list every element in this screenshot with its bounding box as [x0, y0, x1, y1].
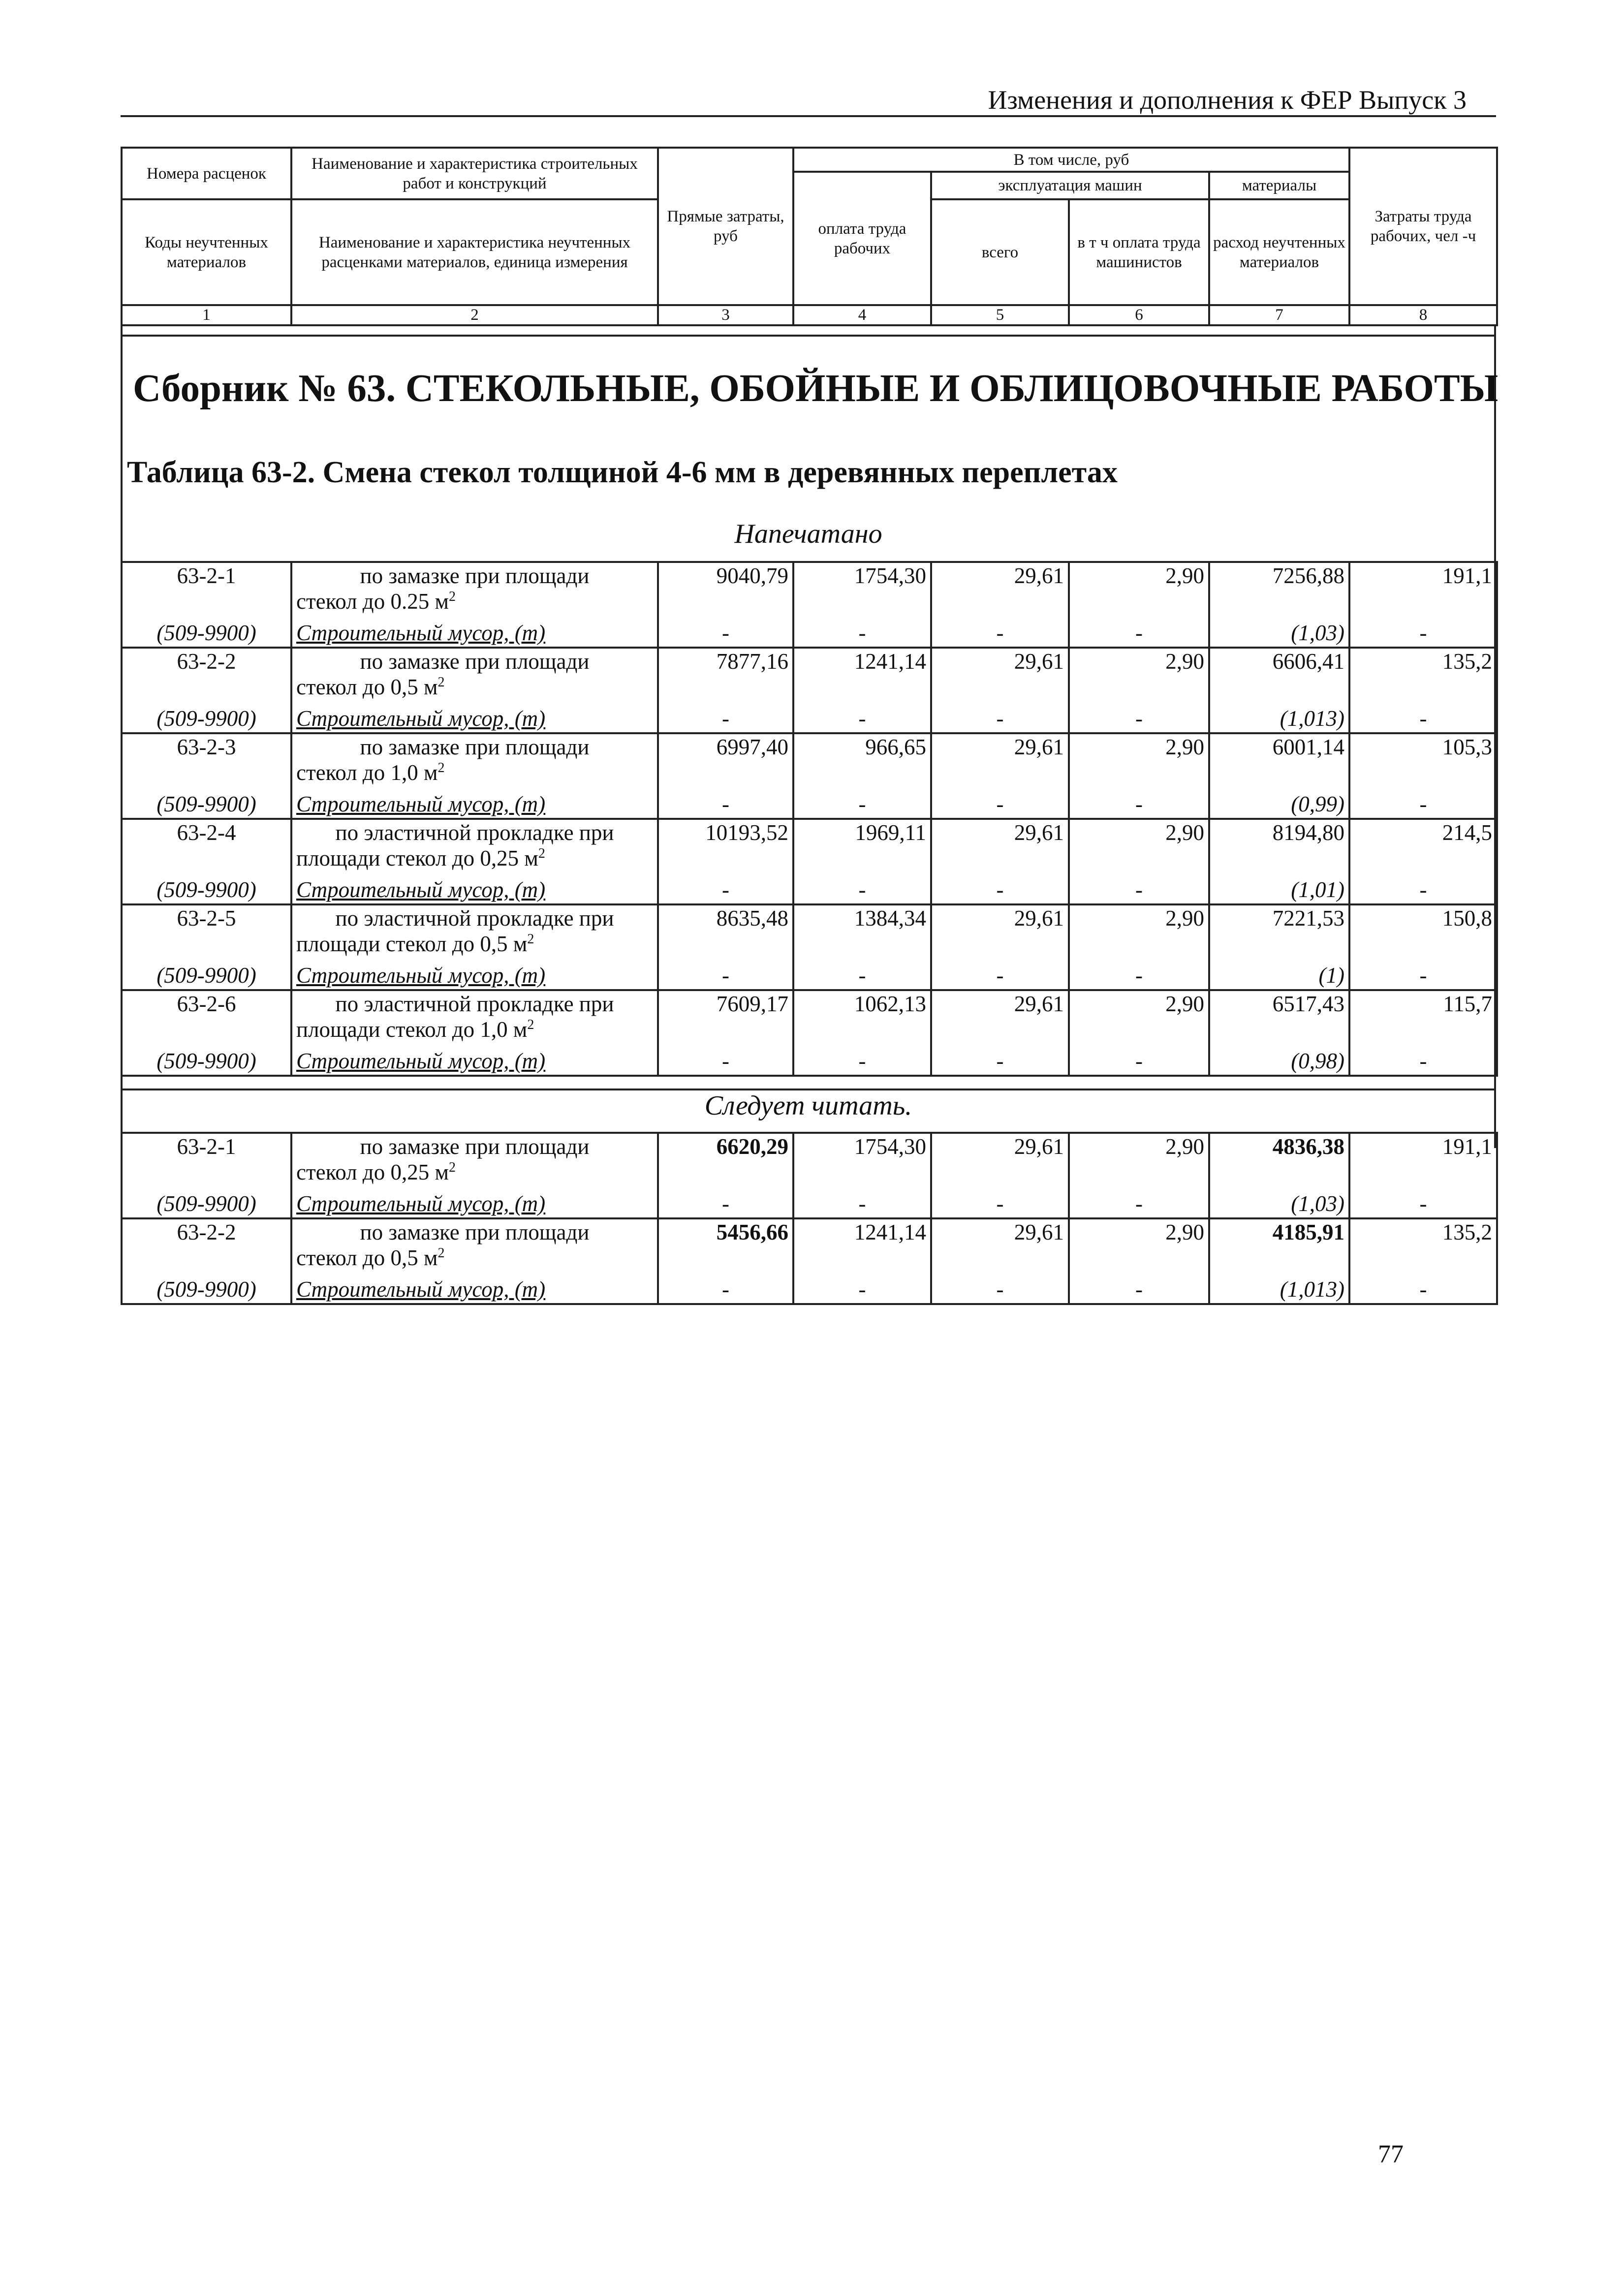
- rate-name-line2: стекол до 0,5: [296, 675, 418, 699]
- header-rate-numbers: Номера расценок: [122, 148, 291, 199]
- rate-name: [291, 733, 658, 791]
- dash: -: [1349, 620, 1497, 648]
- material-code: (509-9900): [122, 1048, 291, 1076]
- column-number: 7: [1209, 305, 1349, 325]
- direct-costs: 6620,29: [658, 1133, 793, 1191]
- unit: м: [423, 1245, 438, 1270]
- unit-exponent: 2: [448, 1160, 456, 1175]
- dash: -: [931, 1191, 1069, 1218]
- title-top-rule: [121, 335, 1496, 337]
- rate-name-line1: по замазке при площади: [360, 649, 590, 674]
- material-row: [122, 1276, 1497, 1304]
- material-code: (509-9900): [122, 620, 291, 648]
- header-machinists-pay: в т ч оплата труда машинистов: [1069, 199, 1209, 305]
- rate-name: [291, 562, 658, 620]
- rate-name: [291, 904, 658, 963]
- rate-name-line2: площади стекол до 0,5: [296, 932, 508, 956]
- dash: -: [658, 791, 793, 819]
- material-name: Строительный мусор, (т): [291, 706, 658, 733]
- material-name: Строительный мусор, (т): [291, 620, 658, 648]
- dash: -: [1069, 877, 1209, 904]
- machines-total: 29,61: [931, 819, 1069, 877]
- rate-name-line1: по эластичной прокладке при: [335, 906, 614, 931]
- rate-code: 63-2-4: [122, 819, 291, 877]
- dash: -: [658, 1191, 793, 1218]
- dash: -: [793, 620, 931, 648]
- material-quantity: (1,03): [1209, 620, 1349, 648]
- rate-name: [291, 990, 658, 1048]
- rate-name-line1: по эластичной прокладке при: [335, 820, 614, 845]
- rate-code: 63-2-5: [122, 904, 291, 963]
- direct-costs: 8635,48: [658, 904, 793, 963]
- labor-hours: 191,1: [1349, 1133, 1497, 1191]
- dash: -: [1349, 877, 1497, 904]
- unit: м: [524, 846, 538, 871]
- printed-caption: Напечатано: [734, 519, 882, 549]
- header-machines: эксплуатация машин: [931, 172, 1209, 199]
- material-name: Строительный мусор, (т): [291, 1048, 658, 1076]
- unit-exponent: 2: [527, 1017, 534, 1032]
- header-direct-costs: Прямые затраты, руб: [658, 148, 793, 305]
- rate-name: [291, 1133, 658, 1191]
- rate-name-line1: по замазке при площади: [360, 1220, 590, 1244]
- materials-cost: 7221,53: [1209, 904, 1349, 963]
- worker-pay: 1241,14: [793, 648, 931, 706]
- dash: -: [931, 791, 1069, 819]
- material-code: (509-9900): [122, 1191, 291, 1218]
- material-name: Строительный мусор, (т): [291, 791, 658, 819]
- unit: м: [435, 1160, 449, 1184]
- worker-pay: 1754,30: [793, 1133, 931, 1191]
- dash: -: [931, 877, 1069, 904]
- material-quantity: (1,03): [1209, 1191, 1349, 1218]
- material-row: [122, 963, 1497, 990]
- dash: -: [658, 1048, 793, 1076]
- machines-total: 29,61: [931, 648, 1069, 706]
- direct-costs: 6997,40: [658, 733, 793, 791]
- column-header-table: [121, 147, 1498, 326]
- dash: -: [1069, 1048, 1209, 1076]
- dash: -: [793, 1191, 931, 1218]
- dash: -: [1349, 791, 1497, 819]
- material-row: [122, 877, 1497, 904]
- machinists-pay: 2,90: [1069, 733, 1209, 791]
- unit: м: [513, 1017, 528, 1042]
- dash: -: [1349, 963, 1497, 990]
- unit-exponent: 2: [437, 1245, 445, 1261]
- worker-pay: 1241,14: [793, 1218, 931, 1276]
- material-name: Строительный мусор, (т): [291, 963, 658, 990]
- dash: -: [1069, 1191, 1209, 1218]
- labor-hours: 135,2: [1349, 1218, 1497, 1276]
- machines-total: 29,61: [931, 562, 1069, 620]
- rate-name-line2: площади стекол до 0,25: [296, 846, 519, 871]
- dash: -: [1349, 1048, 1497, 1076]
- dash: -: [658, 963, 793, 990]
- machinists-pay: 2,90: [1069, 1218, 1209, 1276]
- header-material-names: Наименование и характеристика неучтенных расценками материалов, единица измерения: [291, 199, 658, 305]
- dash: -: [658, 1276, 793, 1304]
- material-quantity: (1,013): [1209, 1276, 1349, 1304]
- materials-cost: 7256,88: [1209, 562, 1349, 620]
- rate-row: [122, 733, 1497, 791]
- rate-name-line2: стекол до 0,25: [296, 1160, 430, 1184]
- unit: м: [423, 675, 438, 699]
- labor-hours: 191,1: [1349, 562, 1497, 620]
- dash: -: [931, 1276, 1069, 1304]
- dash: -: [658, 877, 793, 904]
- rate-row: [122, 562, 1497, 620]
- dash: -: [793, 791, 931, 819]
- dash: -: [658, 620, 793, 648]
- running-head: [121, 85, 1496, 117]
- machinists-pay: 2,90: [1069, 904, 1209, 963]
- dash: -: [793, 1048, 931, 1076]
- materials-cost: 6606,41: [1209, 648, 1349, 706]
- material-row: [122, 791, 1497, 819]
- rate-name: [291, 1218, 658, 1276]
- rate-row: [122, 648, 1497, 706]
- material-quantity: (1,013): [1209, 706, 1349, 733]
- rate-code: 63-2-6: [122, 990, 291, 1048]
- worker-pay: 966,65: [793, 733, 931, 791]
- material-row: [122, 1191, 1497, 1218]
- dash: -: [1069, 620, 1209, 648]
- column-number: 5: [931, 305, 1069, 325]
- rate-name-line1: по замазке при площади: [360, 563, 590, 588]
- dash: -: [793, 963, 931, 990]
- material-row: [122, 706, 1497, 733]
- material-code: (509-9900): [122, 877, 291, 904]
- unit-exponent: 2: [527, 932, 534, 947]
- rate-row: [122, 1218, 1497, 1276]
- machines-total: 29,61: [931, 733, 1069, 791]
- material-code: (509-9900): [122, 1276, 291, 1304]
- direct-costs: 5456,66: [658, 1218, 793, 1276]
- page-number: 77: [1378, 2140, 1404, 2168]
- material-name: Строительный мусор, (т): [291, 1191, 658, 1218]
- header-machines-total: всего: [931, 199, 1069, 305]
- labor-hours: 115,7: [1349, 990, 1497, 1048]
- rate-code: 63-2-1: [122, 562, 291, 620]
- header-work-name: Наименование и характеристика строительных работ и конструкций: [291, 148, 658, 199]
- rate-name-line2: площади стекол до 1,0: [296, 1017, 508, 1042]
- machinists-pay: 2,90: [1069, 648, 1209, 706]
- rate-code: 63-2-3: [122, 733, 291, 791]
- dash: -: [1349, 706, 1497, 733]
- corrected-rates-table: [121, 1132, 1498, 1305]
- direct-costs: 7877,16: [658, 648, 793, 706]
- rate-name-line2: стекол до 0,5: [296, 1245, 418, 1270]
- unit: м: [423, 760, 438, 785]
- worker-pay: 1062,13: [793, 990, 931, 1048]
- rate-name-line2: стекол до 0.25: [296, 589, 430, 614]
- running-head-text: Изменения и дополнения к ФЕР Выпуск 3: [988, 85, 1467, 115]
- material-quantity: (1,01): [1209, 877, 1349, 904]
- dash: -: [931, 1048, 1069, 1076]
- worker-pay: 1969,11: [793, 819, 931, 877]
- corrected-caption: Следует читать.: [704, 1090, 912, 1121]
- dash: -: [793, 877, 931, 904]
- machinists-pay: 2,90: [1069, 562, 1209, 620]
- rate-row: [122, 819, 1497, 877]
- labor-hours: 214,5: [1349, 819, 1497, 877]
- labor-hours: 135,2: [1349, 648, 1497, 706]
- rate-code: 63-2-1: [122, 1133, 291, 1191]
- rate-name-line1: по эластичной прокладке при: [335, 992, 614, 1016]
- rate-name-line1: по замазке при площади: [360, 735, 590, 759]
- unit-exponent: 2: [538, 846, 545, 861]
- collection-title: Сборник № 63. СТЕКОЛЬНЫЕ, ОБОЙНЫЕ И ОБЛИЦОВОЧНЫЕ РАБОТЫ: [133, 367, 1499, 410]
- unit-exponent: 2: [437, 675, 445, 690]
- materials-cost: 6001,14: [1209, 733, 1349, 791]
- column-number: 3: [658, 305, 793, 325]
- labor-hours: 150,8: [1349, 904, 1497, 963]
- column-number: 6: [1069, 305, 1209, 325]
- rate-name-line2: стекол до 1,0: [296, 760, 418, 785]
- rate-code: 63-2-2: [122, 1218, 291, 1276]
- material-code: (509-9900): [122, 963, 291, 990]
- unit: м: [513, 932, 528, 956]
- table-title: Таблица 63-2. Смена стекол толщиной 4-6 мм в деревянных переплетах: [127, 456, 1118, 489]
- materials-cost: 6517,43: [1209, 990, 1349, 1048]
- header-materials: материалы: [1209, 172, 1349, 199]
- column-number: 1: [122, 305, 291, 325]
- material-row: [122, 620, 1497, 648]
- materials-cost: 4836,38: [1209, 1133, 1349, 1191]
- unit-exponent: 2: [448, 589, 456, 604]
- machines-total: 29,61: [931, 990, 1069, 1048]
- header-material-codes: Коды неучтенных материалов: [122, 199, 291, 305]
- material-code: (509-9900): [122, 791, 291, 819]
- direct-costs: 10193,52: [658, 819, 793, 877]
- material-quantity: (1): [1209, 963, 1349, 990]
- column-number: 2: [291, 305, 658, 325]
- rate-name: [291, 648, 658, 706]
- column-number: 8: [1349, 305, 1497, 325]
- machines-total: 29,61: [931, 904, 1069, 963]
- direct-costs: 7609,17: [658, 990, 793, 1048]
- column-number: 4: [793, 305, 931, 325]
- machinists-pay: 2,90: [1069, 990, 1209, 1048]
- dash: -: [1349, 1191, 1497, 1218]
- rate-row: [122, 904, 1497, 963]
- dash: -: [1349, 1276, 1497, 1304]
- header-labor-hours: Затраты труда рабочих, чел -ч: [1349, 148, 1497, 305]
- dash: -: [793, 706, 931, 733]
- materials-cost: 4185,91: [1209, 1218, 1349, 1276]
- unit: м: [435, 589, 449, 614]
- rate-name-line1: по замазке при площади: [360, 1134, 590, 1159]
- machinists-pay: 2,90: [1069, 1133, 1209, 1191]
- dash: -: [1069, 791, 1209, 819]
- rate-name: [291, 819, 658, 877]
- worker-pay: 1754,30: [793, 562, 931, 620]
- rate-row: [122, 990, 1497, 1048]
- header-worker-pay: оплата труда рабочих: [793, 172, 931, 305]
- material-quantity: (0,99): [1209, 791, 1349, 819]
- unit-exponent: 2: [437, 760, 445, 776]
- machinists-pay: 2,90: [1069, 819, 1209, 877]
- dash: -: [1069, 963, 1209, 990]
- labor-hours: 105,3: [1349, 733, 1497, 791]
- dash: -: [658, 706, 793, 733]
- dash: -: [931, 620, 1069, 648]
- dash: -: [931, 963, 1069, 990]
- material-name: Строительный мусор, (т): [291, 877, 658, 904]
- machines-total: 29,61: [931, 1133, 1069, 1191]
- header-including: В том числе, руб: [793, 148, 1349, 172]
- material-row: [122, 1048, 1497, 1076]
- machines-total: 29,61: [931, 1218, 1069, 1276]
- worker-pay: 1384,34: [793, 904, 931, 963]
- dash: -: [1069, 706, 1209, 733]
- header-material-consumption: расход неучтенных материалов: [1209, 199, 1349, 305]
- rate-row: [122, 1133, 1497, 1191]
- rate-code: 63-2-2: [122, 648, 291, 706]
- dash: -: [931, 706, 1069, 733]
- dash: -: [793, 1276, 931, 1304]
- materials-cost: 8194,80: [1209, 819, 1349, 877]
- material-name: Строительный мусор, (т): [291, 1276, 658, 1304]
- material-quantity: (0,98): [1209, 1048, 1349, 1076]
- material-code: (509-9900): [122, 706, 291, 733]
- dash: -: [1069, 1276, 1209, 1304]
- direct-costs: 9040,79: [658, 562, 793, 620]
- printed-rates-table: [121, 561, 1498, 1077]
